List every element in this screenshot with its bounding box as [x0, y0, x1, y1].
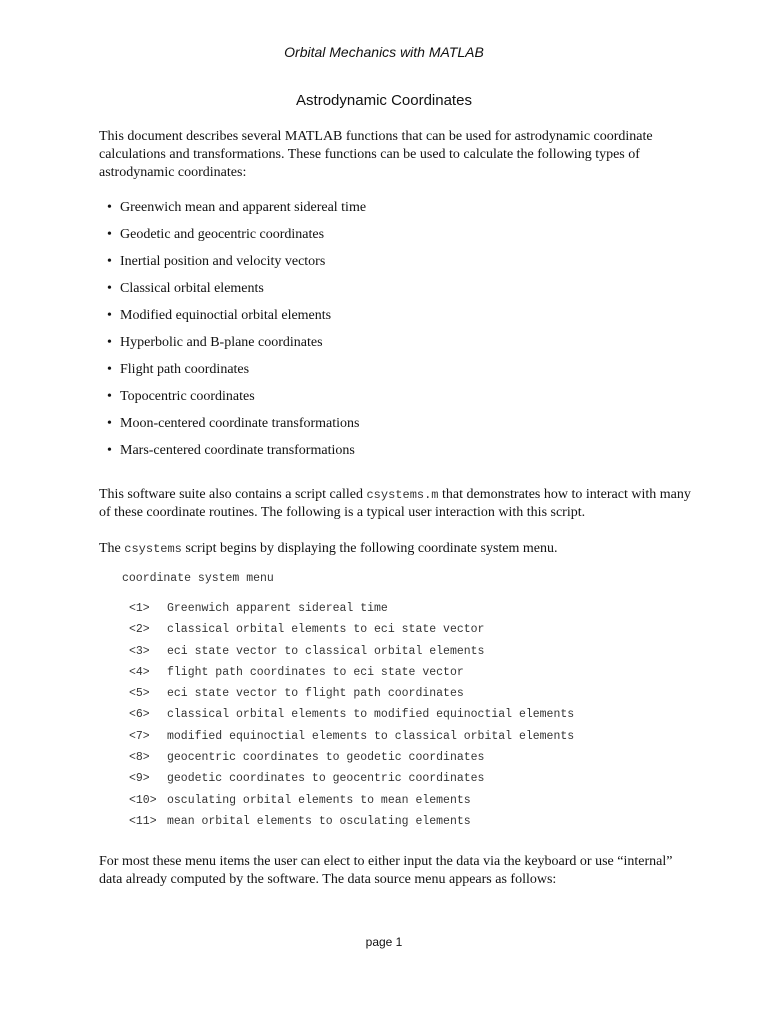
menu-item-number: <11>	[129, 814, 157, 828]
menu-item-label: eci state vector to classical orbital elements	[167, 644, 485, 658]
menu-item-number: <7>	[129, 729, 150, 743]
bullet-icon: •	[107, 254, 112, 269]
menu-item-number: <3>	[129, 644, 150, 658]
list-item-text: Topocentric coordinates	[120, 389, 255, 404]
bullet-icon: •	[107, 335, 112, 350]
list-item	[107, 442, 366, 469]
menu-item	[129, 665, 574, 686]
list-item-text: Flight path coordinates	[120, 362, 250, 377]
list-item-text: Modified equinoctial orbital elements	[120, 308, 332, 323]
begins-text-after: script begins by displaying the following coordinate system menu.	[181, 541, 558, 556]
page-number: page 1	[365, 935, 403, 949]
document-title: Astrodynamic Coordinates	[296, 92, 472, 109]
list-item	[107, 415, 366, 442]
list-item	[107, 226, 366, 253]
suite-text-before: This software suite also contains a script called	[99, 487, 367, 502]
bullet-icon: •	[107, 227, 112, 242]
bullet-icon: •	[107, 200, 112, 215]
list-item	[107, 199, 366, 226]
menu-item-label: classical orbital elements to modified equinoctial elements	[167, 708, 575, 722]
bullet-icon: •	[107, 416, 112, 431]
menu-item-label: geocentric coordinates to geodetic coordinates	[167, 751, 485, 765]
menu-item	[129, 707, 574, 728]
menu-item	[129, 793, 574, 814]
list-item-text: Hyperbolic and B-plane coordinates	[120, 335, 323, 350]
list-item	[107, 388, 366, 415]
bullet-icon: •	[107, 443, 112, 458]
list-item-text: Mars-centered coordinate transformations	[120, 443, 355, 458]
coordinate-system-menu	[129, 601, 574, 835]
menu-item	[129, 686, 574, 707]
list-item	[107, 361, 366, 388]
begins-paragraph	[99, 540, 699, 558]
menu-item-label: osculating orbital elements to mean elements	[167, 793, 471, 807]
bullet-icon: •	[107, 281, 112, 296]
menu-item-label: modified equinoctial elements to classical orbital elements	[167, 729, 575, 743]
menu-item	[129, 729, 574, 750]
menu-item	[129, 622, 574, 643]
menu-item-number: <9>	[129, 772, 150, 786]
menu-item-label: Greenwich apparent sidereal time	[167, 602, 388, 615]
list-item	[107, 334, 366, 361]
menu-item-number: <6>	[129, 708, 150, 722]
bullet-icon: •	[107, 389, 112, 404]
list-item-text: Moon-centered coordinate transformations	[120, 416, 360, 431]
running-header: Orbital Mechanics with MATLAB	[284, 44, 484, 60]
menu-item-number: <4>	[129, 665, 150, 679]
list-item-text: Greenwich mean and apparent sidereal time	[120, 200, 367, 215]
list-item-text: Geodetic and geocentric coordinates	[120, 227, 325, 242]
menu-item-number: <8>	[129, 751, 150, 765]
menu-item	[129, 644, 574, 665]
bullet-icon: •	[107, 308, 112, 323]
menu-item-label: geodetic coordinates to geocentric coordinates	[167, 772, 485, 786]
menu-item-label: flight path coordinates to eci state vector	[167, 665, 464, 679]
menu-item	[129, 814, 574, 835]
menu-heading: coordinate system menu	[122, 572, 274, 585]
coordinate-types-list	[107, 199, 366, 469]
script-name: csystems	[124, 542, 182, 556]
intro-paragraph: This document describes several MATLAB functions that can be used for astrodynamic coordinate calculations and transformations. These functions can be used to calculate the following types of astrodynamic coordinates:	[99, 129, 653, 180]
menu-item-label: mean orbital elements to osculating elements	[167, 814, 471, 828]
list-item-text: Inertial position and velocity vectors	[120, 254, 326, 269]
outro-paragraph: For most these menu items the user can elect to either input the data via the keyboard or use “internal” data already computed by the software. The data source menu appears as follows:	[99, 854, 673, 887]
menu-item	[129, 601, 574, 622]
menu-item	[129, 771, 574, 792]
menu-item	[129, 750, 574, 771]
script-filename: csystems.m	[366, 488, 439, 502]
suite-paragraph	[99, 486, 699, 522]
menu-item-number: <5>	[129, 687, 150, 701]
list-item	[107, 253, 366, 280]
list-item-text: Classical orbital elements	[120, 281, 264, 296]
list-item	[107, 280, 366, 307]
bullet-icon: •	[107, 362, 112, 377]
menu-item-number: <2>	[129, 623, 150, 637]
menu-item-number: <10>	[129, 793, 157, 807]
menu-item-label: classical orbital elements to eci state vector	[167, 623, 485, 637]
begins-text-before: The	[99, 541, 125, 556]
list-item	[107, 307, 366, 334]
menu-item-number: <1>	[129, 602, 150, 615]
suite-text-after: that demonstrates how to interact with many of these coordinate routines. The following is a typical user interaction with this script.	[99, 487, 691, 520]
menu-item-label: eci state vector to flight path coordinates	[167, 687, 464, 701]
